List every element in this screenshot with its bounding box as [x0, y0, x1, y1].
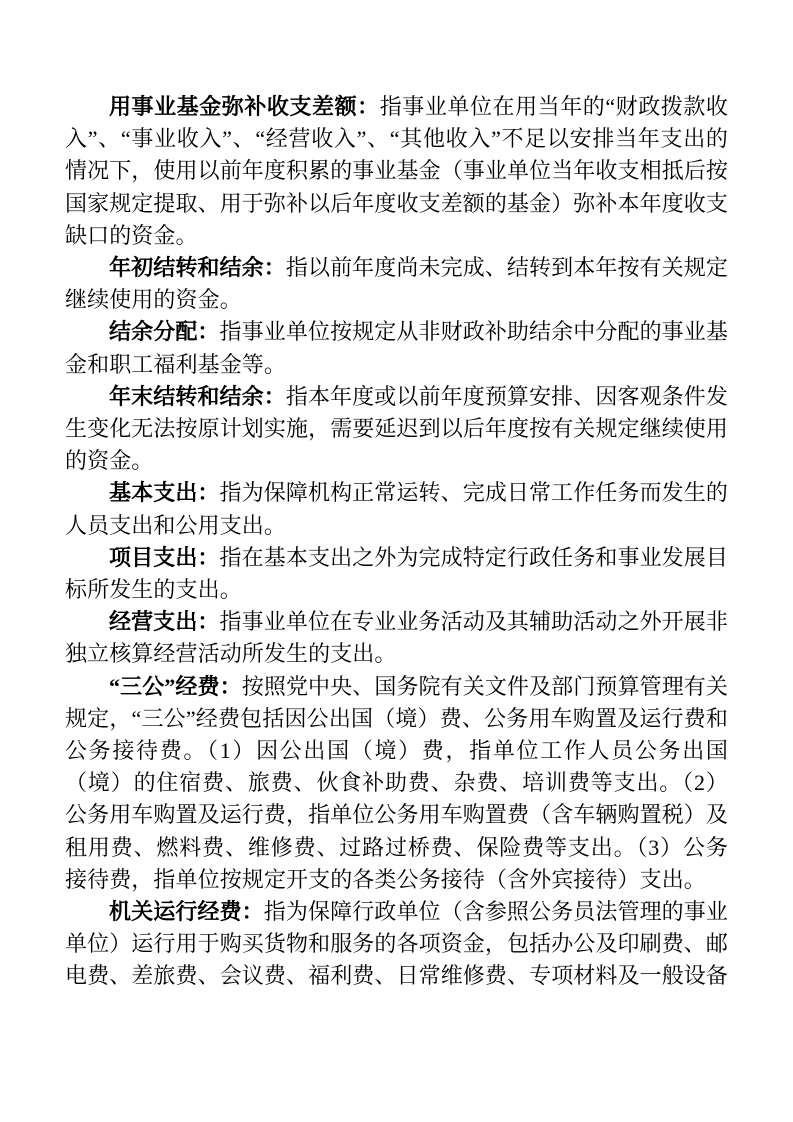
document-content [65, 91, 728, 993]
definition-term: 基本支出： [109, 480, 220, 506]
definition-term: “三公”经费： [109, 673, 242, 699]
definition-term: 经营支出： [109, 609, 220, 635]
definition-term: 机关运行经费： [109, 899, 264, 925]
definition-term: 年末结转和结余： [109, 383, 286, 409]
definition-body: 指事业单位按规定从非财政补助结余中分配的事业基金和职工福利基金等。 [65, 319, 728, 377]
definition-term: 年初结转和结余： [109, 255, 286, 281]
definition-paragraph [65, 91, 728, 252]
definition-body: 指为保障机构正常运转、完成日常工作任务而发生的人员支出和公用支出。 [65, 480, 728, 538]
definition-paragraph [65, 252, 728, 316]
definition-body: 指在基本支出之外为完成特定行政任务和事业发展目标所发生的支出。 [65, 544, 728, 603]
definition-body: 按照党中央、国务院有关文件及部门预算管理有关规定，“三公”经费包括因公出国（境）费、公务用车购置及运行费和公务接待费。（1）因公出国（境）费，指单位工作人员公务出国（境）的住宿费、旅费、伙食补助费、杂费、培训费等支出。（2）公务用车购置及运行费，指单位公务用车购置费（含车辆购置税）及租用费、燃料费、维修费、过路过桥费、保险费等支出。（3）公务接待费，指单位按规定开支的各类公务接待（含外宾接待）支出。 [65, 673, 729, 892]
definition-paragraph [65, 316, 728, 380]
definition-paragraph [65, 542, 728, 606]
definition-body: 指为保障行政单位（含参照公务员法管理的事业单位）运行用于购买货物和服务的各项资金，包括办公及印刷费、邮电费、差旅费、会议费、福利费、日常维修费、专项材料及一般设备 [65, 899, 729, 989]
definition-paragraph [65, 606, 728, 670]
definition-term: 项目支出： [109, 544, 220, 570]
definition-paragraph [65, 896, 728, 993]
definition-paragraph [65, 477, 728, 541]
definition-body: 指本年度或以前年度预算安排、因客观条件发生变化无法按原计划实施，需要延迟到以后年度按有关规定继续使用的资金。 [65, 383, 729, 474]
definition-body: 指事业单位在用当年的“财政拨款收入”、“事业收入”、“经营收入”、“其他收入”不足以安排当年支出的情况下，使用以前年度积累的事业基金（事业单位当年收支相抵后按国家规定提取、用于弥补以后年度收支差额的基金）弥补本年度收支缺口的资金。 [65, 94, 729, 248]
definition-term: 用事业基金弥补收支差额： [109, 94, 380, 119]
definition-term: 结余分配： [109, 319, 220, 345]
definition-body: 指事业单位在专业业务活动及其辅助活动之外开展非独立核算经营活动所发生的支出。 [65, 609, 728, 667]
definition-paragraph [65, 381, 728, 478]
definition-body: 指以前年度尚未完成、结转到本年按有关规定继续使用的资金。 [65, 255, 728, 313]
definition-paragraph [65, 671, 728, 896]
